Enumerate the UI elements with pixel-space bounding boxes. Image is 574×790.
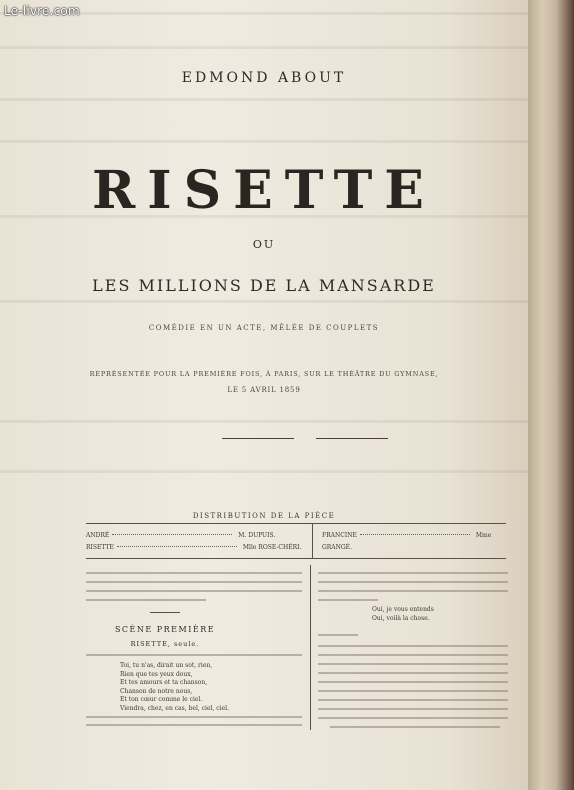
- bleed-through: [0, 140, 528, 143]
- bleed-through: [0, 98, 528, 101]
- text-line: [86, 572, 302, 574]
- cast-row: [322, 530, 512, 554]
- cast-role: FRANCINE: [322, 532, 357, 539]
- cast-bottom-rule: [86, 558, 506, 559]
- text-line: [86, 581, 302, 583]
- verse-line: Rien que tes yeux doux,: [120, 670, 193, 678]
- text-line: [330, 726, 500, 728]
- verse-line: Et tes amours et ta chanson,: [120, 679, 208, 686]
- dot-leader: [360, 534, 470, 535]
- watermark: Le-livre.com: [4, 4, 80, 18]
- verse-line: Toi, tu n'as, dirait un sot, rien,: [120, 662, 213, 669]
- play-subtitle: LES MILLIONS DE LA MANSARDE: [92, 276, 436, 295]
- cast-actor: Mlle ROSE-CHÉRI.: [242, 544, 302, 551]
- cast-actor: M. DUPUIS.: [238, 532, 276, 539]
- dot-leader: [112, 534, 232, 535]
- text-line: [86, 654, 302, 656]
- page-edge: [528, 0, 574, 790]
- text-line: [318, 699, 508, 701]
- text-line: [318, 672, 508, 674]
- text-line: [318, 681, 508, 683]
- text-line: [318, 572, 508, 574]
- column-divider: [310, 565, 311, 730]
- scene-heading: SCÈNE PREMIÈRE: [114, 625, 216, 634]
- verse-line: Oui, je vous entends: [372, 606, 434, 613]
- cast-actor: Mme GRANGÉ.: [322, 532, 492, 551]
- text-line: [318, 634, 358, 636]
- verse-line: Chanson de notre nous,: [120, 687, 193, 695]
- author-name: EDMOND ABOUT: [181, 70, 347, 86]
- verse-line: Viendra, chez, en cas, bel, ciel, ciel.: [120, 704, 229, 712]
- text-line: [318, 581, 508, 583]
- play-title: RISETTE: [92, 160, 436, 221]
- cast-list-right: [322, 530, 512, 554]
- text-line: [86, 590, 302, 592]
- text-line: [318, 690, 508, 692]
- cast-list-left: [86, 530, 316, 554]
- premiere-date: LE 5 AVRIL 1859: [227, 386, 301, 394]
- dot-leader: [117, 546, 237, 547]
- cast-row: [86, 530, 316, 542]
- text-line: [318, 645, 508, 647]
- text-line: [318, 654, 508, 656]
- verse-line: Et ton cœur comme le ciel.: [120, 696, 203, 703]
- title-rule: [222, 438, 294, 439]
- text-line: [318, 663, 508, 665]
- text-line: [318, 708, 508, 710]
- bleed-through: [0, 46, 528, 49]
- verse-line: Oui, voilà la chose.: [372, 614, 430, 622]
- scene-character: RISETTE, seule.: [130, 640, 200, 648]
- genre-line: COMÉDIE EN UN ACTE, MÊLÉE DE COUPLETS: [148, 324, 380, 332]
- cast-top-rule: [86, 523, 506, 524]
- premiere-line: REPRÉSENTÉE POUR LA PREMIÈRE FOIS, À PARIS, SUR LE THÉÂTRE DU GYMNASE,: [89, 370, 439, 378]
- text-line: [86, 716, 302, 718]
- text-line: [86, 724, 302, 726]
- cast-role: RISETTE: [86, 544, 114, 551]
- title-rule: [316, 438, 388, 439]
- bleed-through: [0, 420, 528, 423]
- cast-row: [86, 542, 316, 554]
- text-line: [318, 590, 508, 592]
- text-line: [86, 599, 206, 601]
- text-line: [318, 599, 378, 601]
- title-conjunction: OU: [252, 238, 276, 251]
- verse-block: [120, 662, 229, 713]
- cast-divider: [312, 523, 313, 558]
- text-line: [318, 717, 508, 719]
- distribution-heading: DISTRIBUTION DE LA PIÈCE: [192, 512, 336, 520]
- short-rule: [150, 612, 180, 613]
- right-verse-block: [372, 606, 434, 623]
- bleed-through: [0, 300, 528, 303]
- bleed-through: [0, 470, 528, 473]
- cast-role: ANDRÉ: [86, 532, 110, 539]
